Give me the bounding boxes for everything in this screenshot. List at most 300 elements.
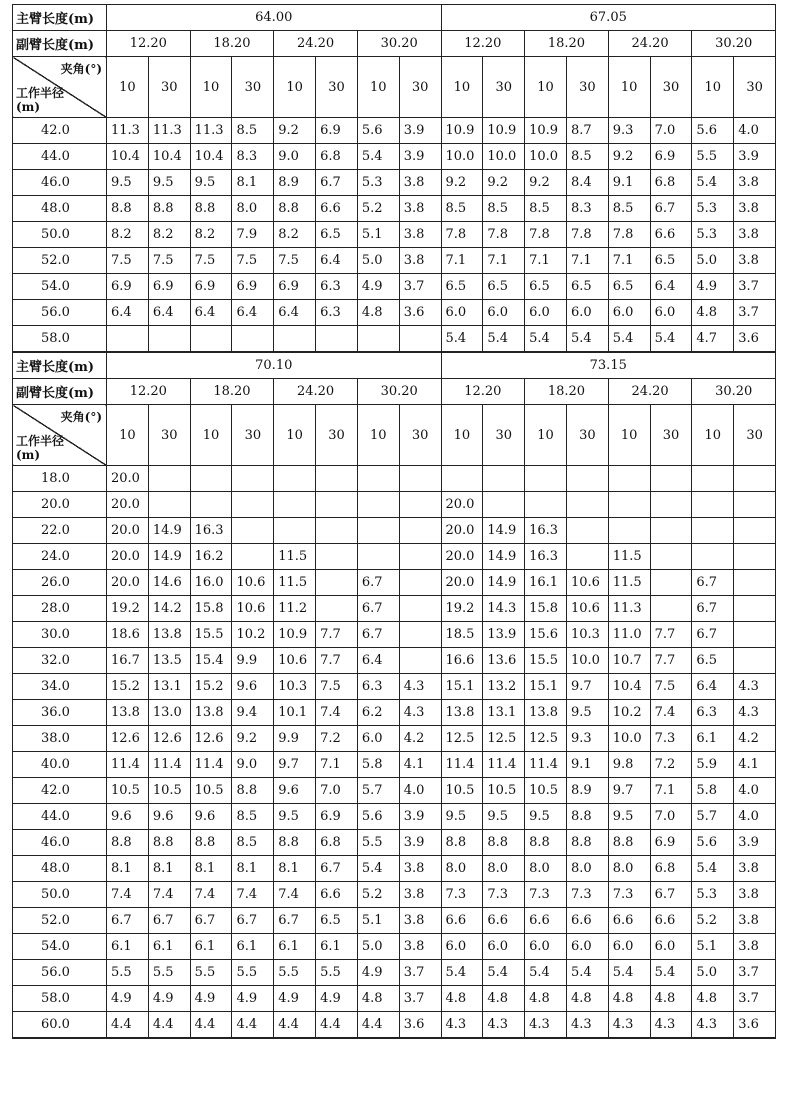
load-value: 4.4 xyxy=(232,1012,274,1039)
load-value: 8.8 xyxy=(441,830,483,856)
load-value: 6.3 xyxy=(357,674,399,700)
table-row xyxy=(13,804,776,830)
load-value: 5.1 xyxy=(692,934,734,960)
table-row xyxy=(13,856,776,882)
working-radius: 56.0 xyxy=(13,960,107,986)
load-value: 6.6 xyxy=(441,908,483,934)
load-value: 6.5 xyxy=(316,908,358,934)
load-value: 11.4 xyxy=(107,752,149,778)
load-value: 8.7 xyxy=(566,118,608,144)
angle-value: 10 xyxy=(190,57,232,118)
load-value: 15.8 xyxy=(525,596,567,622)
load-value: 20.0 xyxy=(107,492,149,518)
load-value: 5.4 xyxy=(357,856,399,882)
load-value: 7.4 xyxy=(274,882,316,908)
load-value: 4.9 xyxy=(107,986,149,1012)
load-value: 11.3 xyxy=(148,118,190,144)
load-value: 20.0 xyxy=(107,544,149,570)
load-value: 20.0 xyxy=(107,518,149,544)
working-radius: 44.0 xyxy=(13,144,107,170)
load-value: 15.1 xyxy=(525,674,567,700)
load-value: 15.5 xyxy=(525,648,567,674)
load-value: 3.7 xyxy=(734,274,776,300)
aux-boom-length: 12.20 xyxy=(107,31,191,57)
load-value xyxy=(316,596,358,622)
table-row xyxy=(13,300,776,326)
load-value: 7.8 xyxy=(441,222,483,248)
load-value: 13.6 xyxy=(483,648,525,674)
load-value: 10.1 xyxy=(274,700,316,726)
load-value: 8.0 xyxy=(441,856,483,882)
table-row xyxy=(13,144,776,170)
load-value: 8.8 xyxy=(232,778,274,804)
load-value: 5.4 xyxy=(525,326,567,353)
load-value: 8.5 xyxy=(525,196,567,222)
load-value: 7.4 xyxy=(232,882,274,908)
load-value: 3.8 xyxy=(734,170,776,196)
aux-boom-length: 24.20 xyxy=(274,379,358,405)
load-value xyxy=(274,466,316,492)
load-value: 7.9 xyxy=(232,222,274,248)
load-value: 9.5 xyxy=(566,700,608,726)
load-value: 4.9 xyxy=(274,986,316,1012)
load-value: 5.4 xyxy=(692,170,734,196)
aux-boom-length: 12.20 xyxy=(441,31,525,57)
load-value xyxy=(608,466,650,492)
load-value: 6.5 xyxy=(566,274,608,300)
load-value: 4.4 xyxy=(274,1012,316,1039)
load-value: 6.7 xyxy=(650,196,692,222)
load-value xyxy=(734,544,776,570)
angle-value: 30 xyxy=(650,57,692,118)
load-value: 3.8 xyxy=(399,908,441,934)
load-value: 15.6 xyxy=(525,622,567,648)
load-value: 14.9 xyxy=(483,518,525,544)
load-value: 8.9 xyxy=(566,778,608,804)
load-value: 6.1 xyxy=(692,726,734,752)
main-boom-left-value: 64.00 xyxy=(107,5,442,31)
load-value xyxy=(650,466,692,492)
load-value: 8.8 xyxy=(190,196,232,222)
aux-boom-length: 24.20 xyxy=(608,31,692,57)
load-value xyxy=(692,544,734,570)
working-radius: 36.0 xyxy=(13,700,107,726)
load-value: 13.8 xyxy=(107,700,149,726)
load-value: 10.4 xyxy=(148,144,190,170)
working-radius: 46.0 xyxy=(13,830,107,856)
load-value: 7.8 xyxy=(608,222,650,248)
load-value: 6.0 xyxy=(357,726,399,752)
table-body xyxy=(13,5,776,1039)
load-value: 9.6 xyxy=(148,804,190,830)
load-value: 10.5 xyxy=(483,778,525,804)
load-value: 6.0 xyxy=(483,300,525,326)
angle-value: 30 xyxy=(483,57,525,118)
aux-boom-length: 24.20 xyxy=(608,379,692,405)
load-value xyxy=(357,466,399,492)
load-value: 5.5 xyxy=(148,960,190,986)
load-value: 4.1 xyxy=(734,752,776,778)
load-value: 4.3 xyxy=(734,674,776,700)
load-value: 6.1 xyxy=(190,934,232,960)
table-row xyxy=(13,118,776,144)
angle-value: 30 xyxy=(148,405,190,466)
load-value: 6.2 xyxy=(357,700,399,726)
load-value: 16.3 xyxy=(190,518,232,544)
load-value: 19.2 xyxy=(107,596,149,622)
load-value: 11.5 xyxy=(608,544,650,570)
load-value: 7.7 xyxy=(316,622,358,648)
load-value: 5.4 xyxy=(525,960,567,986)
load-value xyxy=(148,326,190,353)
working-radius: 56.0 xyxy=(13,300,107,326)
angle-value: 30 xyxy=(232,57,274,118)
load-value xyxy=(399,466,441,492)
load-value: 13.8 xyxy=(190,700,232,726)
load-value xyxy=(692,492,734,518)
load-value xyxy=(734,518,776,544)
load-value: 8.1 xyxy=(232,856,274,882)
load-value: 3.8 xyxy=(734,856,776,882)
load-value: 4.4 xyxy=(190,1012,232,1039)
load-value: 6.9 xyxy=(316,804,358,830)
load-value: 5.4 xyxy=(483,326,525,353)
load-value: 6.7 xyxy=(316,170,358,196)
load-value: 7.5 xyxy=(190,248,232,274)
main-boom-left-value: 70.10 xyxy=(107,352,442,379)
load-value: 6.6 xyxy=(650,908,692,934)
load-value xyxy=(692,518,734,544)
load-value: 7.3 xyxy=(525,882,567,908)
load-value: 11.3 xyxy=(190,118,232,144)
load-value: 6.4 xyxy=(232,300,274,326)
load-value: 6.8 xyxy=(650,170,692,196)
load-value: 11.2 xyxy=(274,596,316,622)
load-value: 4.9 xyxy=(357,274,399,300)
load-value: 3.8 xyxy=(734,248,776,274)
working-radius: 42.0 xyxy=(13,778,107,804)
load-value xyxy=(316,518,358,544)
load-value: 10.9 xyxy=(441,118,483,144)
load-value: 6.5 xyxy=(525,274,567,300)
load-value: 8.2 xyxy=(274,222,316,248)
load-value: 19.2 xyxy=(441,596,483,622)
load-value: 9.2 xyxy=(274,118,316,144)
load-value: 6.0 xyxy=(483,934,525,960)
table-row xyxy=(13,752,776,778)
load-value: 11.4 xyxy=(190,752,232,778)
load-value: 13.8 xyxy=(148,622,190,648)
load-value: 8.8 xyxy=(274,196,316,222)
aux-boom-length: 30.20 xyxy=(357,31,441,57)
load-value: 13.5 xyxy=(148,648,190,674)
table-row xyxy=(13,622,776,648)
load-value: 8.0 xyxy=(525,856,567,882)
load-value xyxy=(399,570,441,596)
load-value: 4.8 xyxy=(441,986,483,1012)
load-value xyxy=(566,518,608,544)
load-value: 10.0 xyxy=(483,144,525,170)
load-value: 6.0 xyxy=(441,934,483,960)
load-value: 5.8 xyxy=(357,752,399,778)
load-value: 12.6 xyxy=(190,726,232,752)
load-value: 14.2 xyxy=(148,596,190,622)
load-value: 4.9 xyxy=(148,986,190,1012)
table-row xyxy=(13,518,776,544)
load-value: 6.7 xyxy=(692,622,734,648)
load-value: 15.2 xyxy=(107,674,149,700)
load-value: 7.2 xyxy=(650,752,692,778)
load-value: 6.7 xyxy=(232,908,274,934)
load-value: 4.3 xyxy=(441,1012,483,1039)
load-value: 3.6 xyxy=(399,300,441,326)
load-value: 4.3 xyxy=(399,700,441,726)
load-value: 3.8 xyxy=(734,882,776,908)
load-value xyxy=(232,518,274,544)
load-value xyxy=(232,466,274,492)
load-value: 6.4 xyxy=(148,300,190,326)
load-value: 6.9 xyxy=(650,830,692,856)
load-value: 3.6 xyxy=(734,1012,776,1039)
load-value: 7.0 xyxy=(650,118,692,144)
angle-value: 30 xyxy=(399,405,441,466)
load-value: 4.9 xyxy=(316,986,358,1012)
load-value: 20.0 xyxy=(441,492,483,518)
load-value: 13.0 xyxy=(148,700,190,726)
load-value: 20.0 xyxy=(107,570,149,596)
load-value: 4.3 xyxy=(525,1012,567,1039)
load-value: 6.0 xyxy=(525,300,567,326)
load-value: 8.4 xyxy=(566,170,608,196)
load-value: 4.1 xyxy=(399,752,441,778)
load-value xyxy=(650,596,692,622)
load-value xyxy=(232,492,274,518)
load-value: 5.4 xyxy=(650,960,692,986)
load-value: 14.9 xyxy=(148,544,190,570)
load-value: 5.0 xyxy=(357,934,399,960)
load-value xyxy=(650,544,692,570)
load-value: 6.4 xyxy=(316,248,358,274)
load-value: 14.9 xyxy=(148,518,190,544)
load-value xyxy=(399,544,441,570)
load-value: 5.0 xyxy=(692,960,734,986)
angle-value: 10 xyxy=(525,57,567,118)
load-value: 4.8 xyxy=(525,986,567,1012)
load-value: 5.1 xyxy=(357,222,399,248)
load-value: 15.8 xyxy=(190,596,232,622)
load-value: 12.5 xyxy=(525,726,567,752)
load-value: 3.7 xyxy=(734,960,776,986)
load-value xyxy=(441,466,483,492)
load-value: 13.2 xyxy=(483,674,525,700)
load-value: 13.1 xyxy=(483,700,525,726)
load-value: 4.4 xyxy=(357,1012,399,1039)
load-value xyxy=(734,648,776,674)
load-value: 8.0 xyxy=(232,196,274,222)
angle-value: 10 xyxy=(357,405,399,466)
load-value: 3.8 xyxy=(734,908,776,934)
table-row xyxy=(13,986,776,1012)
aux-boom-length: 30.20 xyxy=(357,379,441,405)
angle-value: 30 xyxy=(734,405,776,466)
load-value: 4.3 xyxy=(734,700,776,726)
load-value: 20.0 xyxy=(441,518,483,544)
load-value: 11.0 xyxy=(608,622,650,648)
load-value: 8.2 xyxy=(107,222,149,248)
load-value: 6.1 xyxy=(107,934,149,960)
load-value: 12.6 xyxy=(107,726,149,752)
load-value: 8.2 xyxy=(190,222,232,248)
working-radius: 22.0 xyxy=(13,518,107,544)
load-value: 10.3 xyxy=(566,622,608,648)
load-value: 5.5 xyxy=(107,960,149,986)
load-value: 7.1 xyxy=(650,778,692,804)
load-value: 9.6 xyxy=(107,804,149,830)
load-value: 18.5 xyxy=(441,622,483,648)
load-value: 4.9 xyxy=(357,960,399,986)
load-value: 6.3 xyxy=(316,300,358,326)
aux-boom-row xyxy=(13,379,776,405)
working-radius: 24.0 xyxy=(13,544,107,570)
load-value xyxy=(525,466,567,492)
load-value: 13.1 xyxy=(148,674,190,700)
load-value: 6.4 xyxy=(650,274,692,300)
load-value: 13.8 xyxy=(525,700,567,726)
working-radius: 50.0 xyxy=(13,222,107,248)
aux-boom-label: 副臂长度(m) xyxy=(13,379,107,405)
load-value: 9.0 xyxy=(274,144,316,170)
angle-value: 30 xyxy=(232,405,274,466)
table-row xyxy=(13,196,776,222)
load-value: 6.0 xyxy=(650,934,692,960)
load-value: 9.4 xyxy=(232,700,274,726)
load-value: 8.2 xyxy=(148,222,190,248)
diagonal-header-cell xyxy=(13,57,107,118)
load-value: 3.7 xyxy=(399,960,441,986)
angle-row xyxy=(13,405,776,466)
aux-boom-length: 18.20 xyxy=(525,31,609,57)
load-value: 4.3 xyxy=(399,674,441,700)
load-value xyxy=(566,466,608,492)
table-row xyxy=(13,830,776,856)
load-value: 6.5 xyxy=(483,274,525,300)
load-value: 4.2 xyxy=(734,726,776,752)
radius-label: 工作半径(m) xyxy=(16,434,65,462)
load-value: 6.1 xyxy=(148,934,190,960)
load-value: 5.2 xyxy=(357,196,399,222)
load-value: 7.4 xyxy=(650,700,692,726)
load-value: 9.2 xyxy=(483,170,525,196)
angle-value: 10 xyxy=(274,57,316,118)
load-value: 10.0 xyxy=(566,648,608,674)
angle-value: 30 xyxy=(316,57,358,118)
load-value: 9.7 xyxy=(566,674,608,700)
table-row xyxy=(13,1012,776,1039)
load-value: 3.7 xyxy=(734,300,776,326)
load-value: 11.3 xyxy=(608,596,650,622)
load-value: 9.5 xyxy=(274,804,316,830)
load-value xyxy=(734,492,776,518)
angle-value: 10 xyxy=(357,57,399,118)
load-value: 7.5 xyxy=(316,674,358,700)
table-row xyxy=(13,960,776,986)
load-value: 9.5 xyxy=(483,804,525,830)
angle-value: 10 xyxy=(441,57,483,118)
table-row xyxy=(13,222,776,248)
load-value: 3.8 xyxy=(734,196,776,222)
load-value: 10.3 xyxy=(274,674,316,700)
load-value: 7.5 xyxy=(148,248,190,274)
load-value: 4.4 xyxy=(316,1012,358,1039)
load-value xyxy=(399,648,441,674)
load-value: 5.4 xyxy=(441,960,483,986)
aux-boom-length: 18.20 xyxy=(190,31,274,57)
load-value: 4.3 xyxy=(650,1012,692,1039)
load-value: 8.1 xyxy=(232,170,274,196)
load-value: 6.7 xyxy=(357,570,399,596)
angle-label: 夹角(°) xyxy=(60,62,102,76)
load-value: 7.5 xyxy=(232,248,274,274)
load-value: 6.0 xyxy=(441,300,483,326)
load-value xyxy=(190,466,232,492)
load-value: 9.5 xyxy=(608,804,650,830)
load-value: 6.9 xyxy=(148,274,190,300)
load-value: 10.0 xyxy=(608,726,650,752)
load-value: 7.1 xyxy=(566,248,608,274)
table-row xyxy=(13,326,776,353)
load-value: 3.8 xyxy=(734,222,776,248)
load-value: 3.8 xyxy=(734,934,776,960)
load-value: 3.7 xyxy=(734,986,776,1012)
load-value: 6.9 xyxy=(316,118,358,144)
load-value: 7.8 xyxy=(483,222,525,248)
table-row xyxy=(13,170,776,196)
load-value: 3.8 xyxy=(399,882,441,908)
load-value xyxy=(399,622,441,648)
load-value: 5.0 xyxy=(692,248,734,274)
load-value: 10.2 xyxy=(608,700,650,726)
load-value: 6.6 xyxy=(483,908,525,934)
load-value: 8.8 xyxy=(566,830,608,856)
load-value: 6.9 xyxy=(107,274,149,300)
load-value: 7.4 xyxy=(148,882,190,908)
load-value: 7.2 xyxy=(316,726,358,752)
load-value: 8.1 xyxy=(190,856,232,882)
load-value: 4.2 xyxy=(399,726,441,752)
working-radius: 20.0 xyxy=(13,492,107,518)
load-value xyxy=(734,596,776,622)
load-value: 5.4 xyxy=(566,960,608,986)
angle-value: 10 xyxy=(692,405,734,466)
load-value: 5.4 xyxy=(608,326,650,353)
load-value: 10.0 xyxy=(441,144,483,170)
aux-boom-row xyxy=(13,31,776,57)
load-value: 14.6 xyxy=(148,570,190,596)
load-value: 16.1 xyxy=(525,570,567,596)
load-value: 10.4 xyxy=(190,144,232,170)
angle-value: 30 xyxy=(566,57,608,118)
load-value: 5.4 xyxy=(483,960,525,986)
load-value: 5.4 xyxy=(566,326,608,353)
table-row xyxy=(13,570,776,596)
load-value: 8.1 xyxy=(107,856,149,882)
load-value: 6.6 xyxy=(316,196,358,222)
load-value: 6.7 xyxy=(107,908,149,934)
load-value: 7.0 xyxy=(650,804,692,830)
load-value: 4.0 xyxy=(734,118,776,144)
angle-value: 10 xyxy=(692,57,734,118)
angle-value: 30 xyxy=(650,405,692,466)
